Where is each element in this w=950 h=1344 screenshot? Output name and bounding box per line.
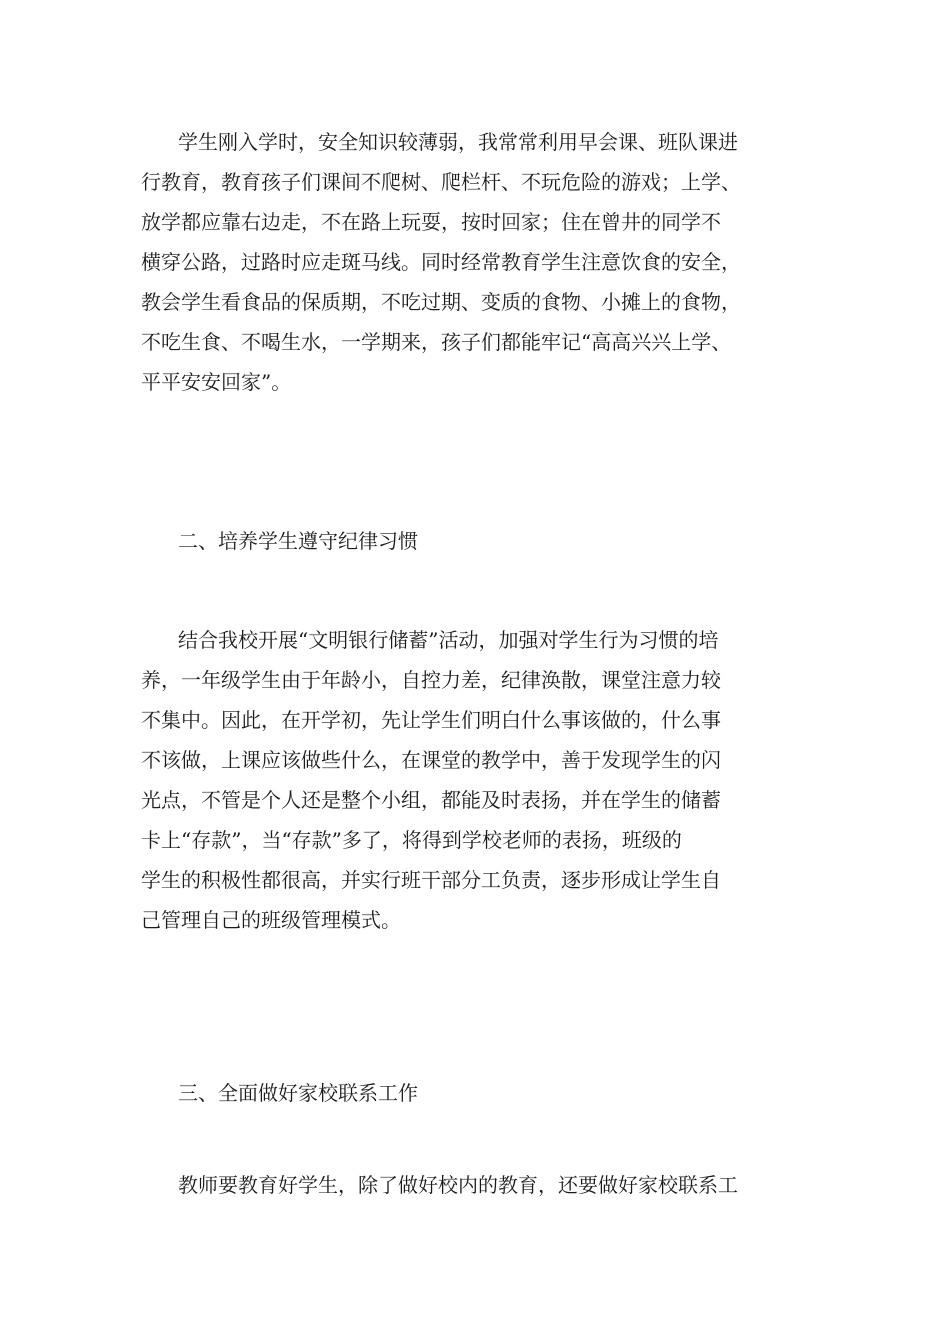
paragraph-line: 放学都应靠右边走，不在路上玩耍，按时回家；住在曾井的同学不 bbox=[141, 210, 721, 234]
paragraph-line: 己管理自己的班级管理模式。 bbox=[141, 908, 401, 932]
paragraph-line: 结合我校开展“文明银行储蓄”活动，加强对学生行为习惯的培 bbox=[178, 628, 719, 652]
paragraph-line: 行教育，教育孩子们课间不爬树、爬栏杆、不玩危险的游戏；上学、 bbox=[141, 170, 741, 194]
paragraph-line: 不吃生食、不喝生水，一学期来，孩子们都能牢记“高高兴兴上学、 bbox=[141, 330, 732, 354]
paragraph-line: 教师要教育好学生，除了做好校内的教育，还要做好家校联系工 bbox=[178, 1173, 738, 1197]
paragraph-line: 不集中。因此，在开学初，先让学生们明白什么事该做的，什么事 bbox=[141, 708, 721, 732]
paragraph-line: 平平安安回家”。 bbox=[141, 370, 292, 394]
paragraph-line: 养，一年级学生由于年龄小，自控力差，纪律涣散，课堂注意力较 bbox=[141, 668, 721, 692]
paragraph-line: 教会学生看食品的保质期，不吃过期、变质的食物、小摊上的食物， bbox=[141, 290, 741, 314]
paragraph-line: 学生刚入学时，安全知识较薄弱，我常常利用早会课、班队课进 bbox=[178, 130, 738, 154]
paragraph-line: 光点，不管是个人还是整个小组，都能及时表扬，并在学生的储蓄 bbox=[141, 788, 721, 812]
section-heading-discipline: 二、培养学生遵守纪律习惯 bbox=[178, 529, 418, 553]
paragraph-line: 卡上“存款”，当“存款”多了，将得到学校老师的表扬，班级的 bbox=[141, 828, 682, 852]
paragraph-line: 学生的积极性都很高，并实行班干部分工负责，逐步形成让学生自 bbox=[141, 868, 721, 892]
paragraph-line: 横穿公路，过路时应走斑马线。同时经常教育学生注意饮食的安全， bbox=[141, 250, 741, 274]
paragraph-safety-education bbox=[141, 122, 821, 402]
paragraph-discipline-habits bbox=[141, 620, 821, 940]
paragraph-home-school-contact bbox=[141, 1165, 821, 1205]
section-heading-home-school: 三、全面做好家校联系工作 bbox=[178, 1081, 418, 1105]
paragraph-line: 不该做，上课应该做些什么，在课堂的教学中，善于发现学生的闪 bbox=[141, 748, 721, 772]
